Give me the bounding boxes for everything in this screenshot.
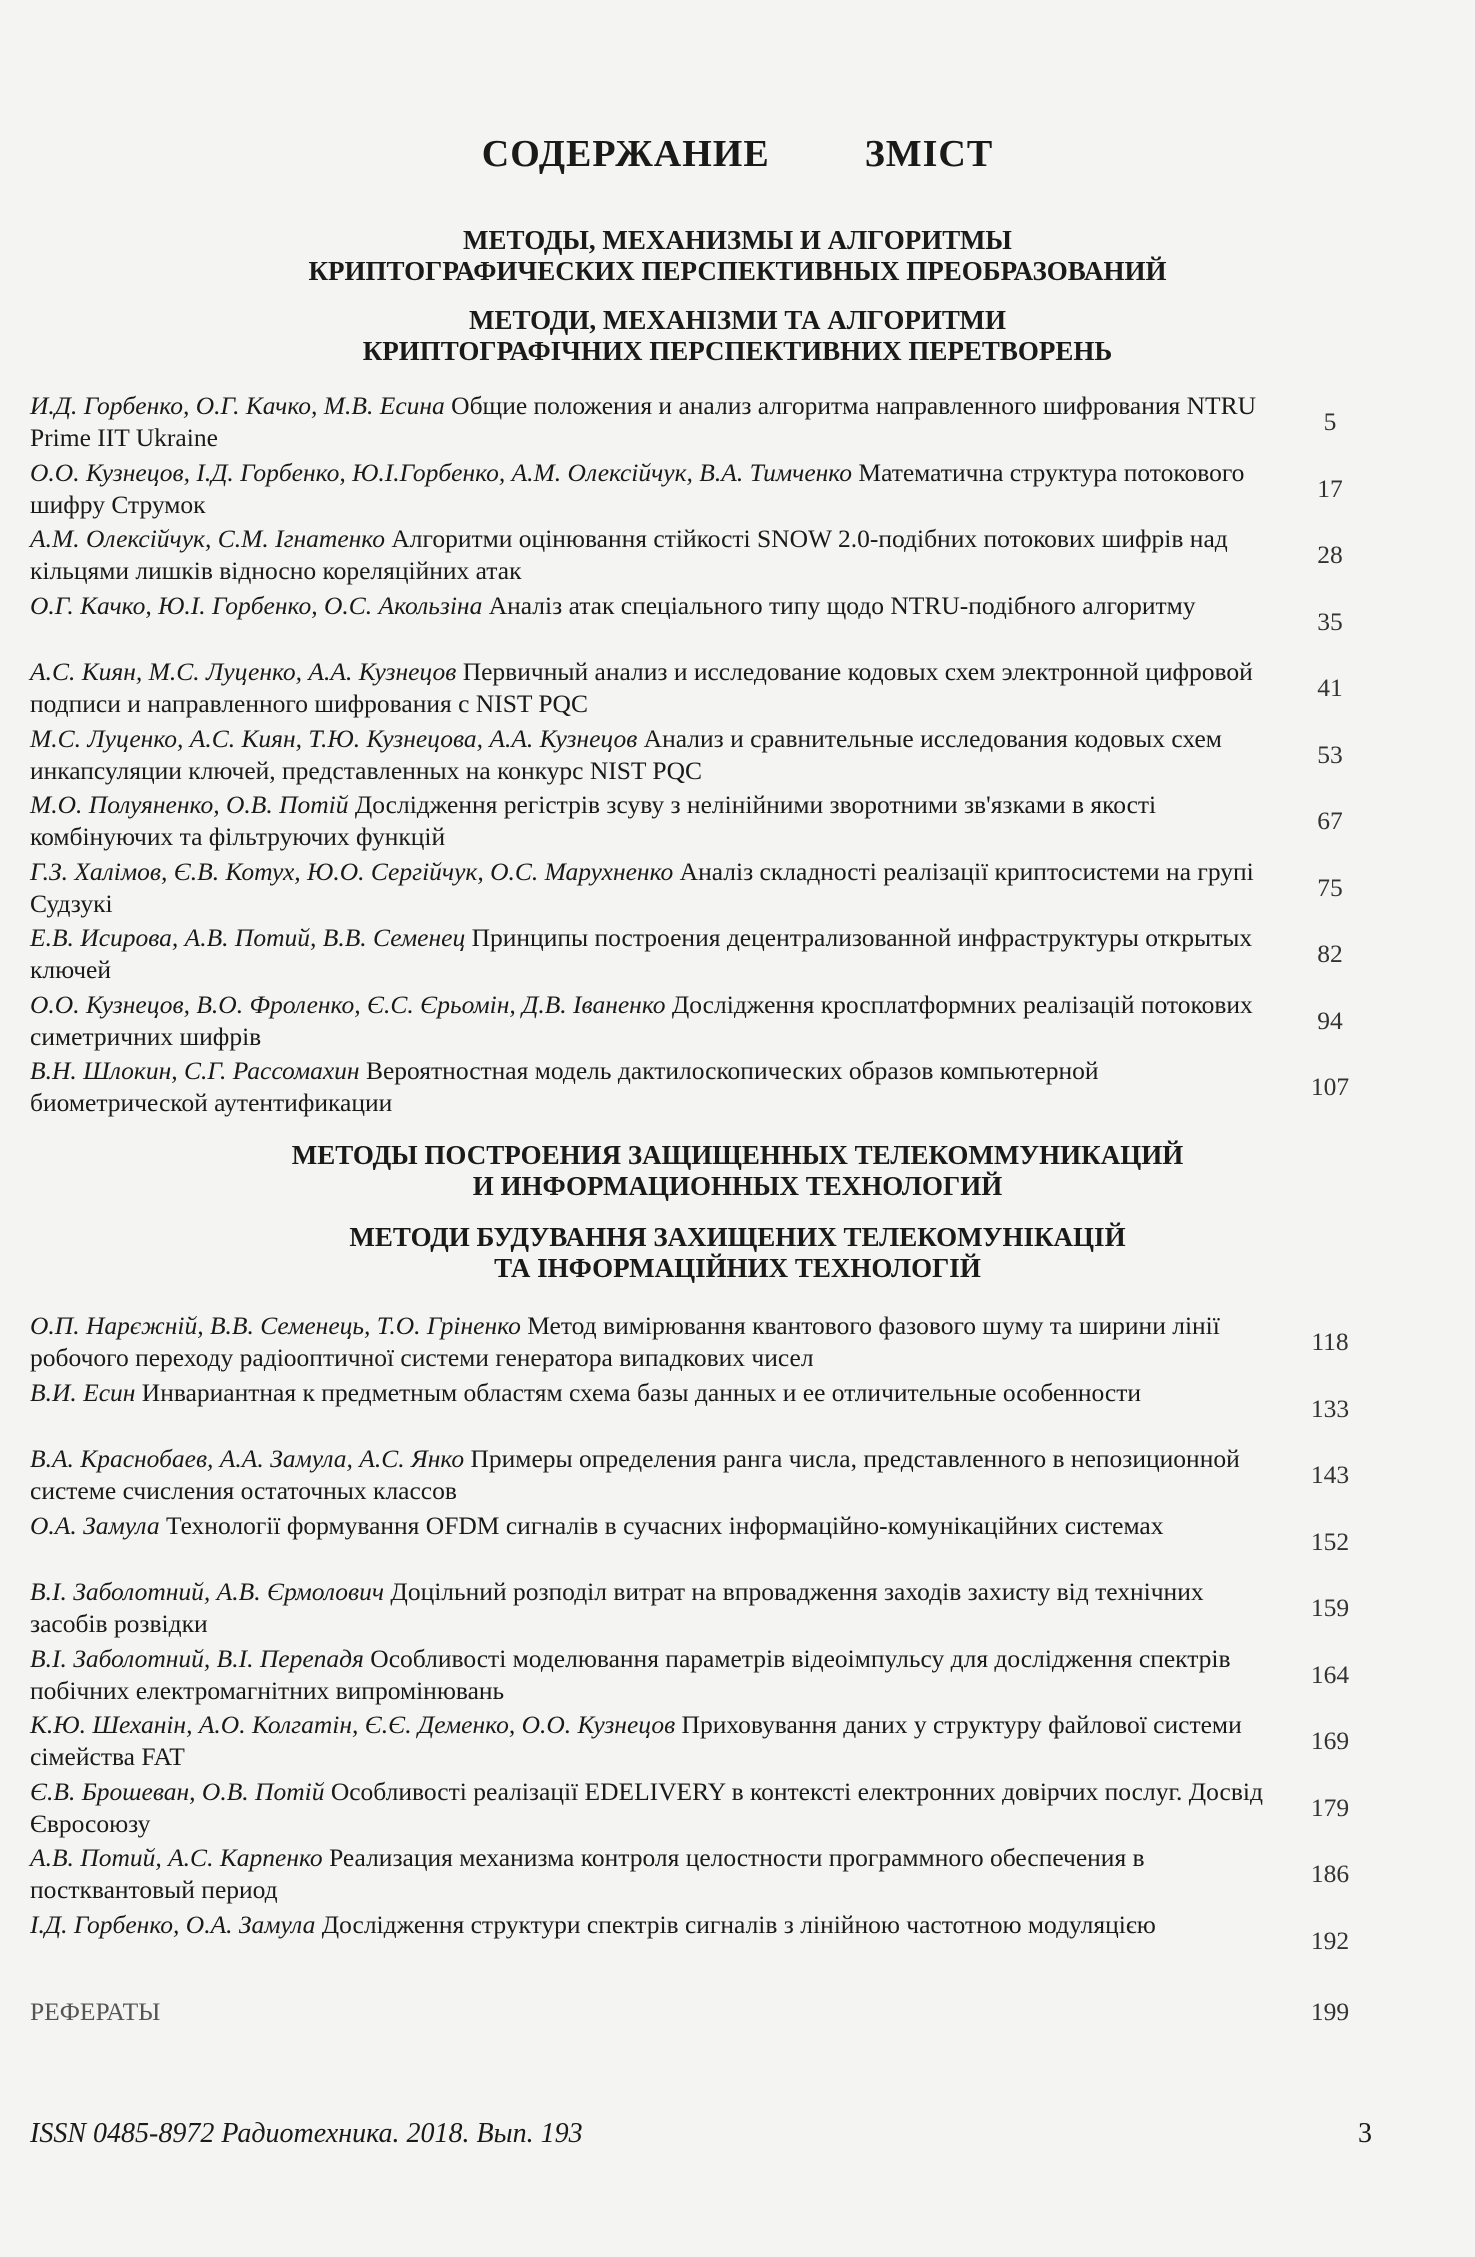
section-1-heading-ua [0, 305, 1475, 367]
entry-title: Анализ и сравнительные исследования кодовых схем инкапсуляции ключей, представленных на конкурс NIST PQC [30, 723, 1222, 785]
heading-line: МЕТОДИ БУДУВАННЯ ЗАХИЩЕНИХ ТЕЛЕКОМУНІКАЦІЙ [349, 1222, 1126, 1252]
entry-title: Первичный анализ и исследование кодовых схем электронной цифровой подписи и направленного шифрования с NIST PQC [30, 657, 1253, 718]
heading-line: И ИНФОРМАЦИОННЫХ ТЕХНОЛОГИЙ [472, 1171, 1003, 1201]
entry-title: Дослідження регістрів зсуву з нелінійними зворотними зв'язками в якості комбінуючих та фільтруючих функцій [30, 790, 1157, 851]
entry-authors: Е.В. Исирова, А.В. Потий, В.В. Семенец [30, 923, 466, 952]
toc-entry[interactable] [30, 856, 1360, 923]
entry-authors: М.О. Полуяненко, О.В. Потій [30, 790, 349, 819]
entry-page: 35 [1317, 606, 1343, 636]
toc-entry[interactable] [30, 1310, 1360, 1377]
toc-entry[interactable] [30, 656, 1360, 723]
toc-entry[interactable] [30, 590, 1360, 657]
entry-page: 118 [1311, 1327, 1349, 1356]
toc-entry[interactable] [30, 457, 1360, 524]
entry-title: Математична структура потокового шифру Струмок [30, 457, 1245, 519]
entry-authors: Г.З. Халімов, Є.В. Котух, Ю.О. Сергійчук, О.С. Марухненко [30, 856, 674, 886]
toc-entry[interactable] [30, 1377, 1360, 1444]
entry-title: Метод вимірювання квантового фазового шуму та ширини лінії робочого переходу радіооптичної системи генератора випадкових чисел [30, 1311, 1220, 1372]
entry-authors: Є.В. Брошеван, О.В. Потій [30, 1776, 325, 1806]
title-ru: СОДЕРЖАНИЕ [481, 133, 770, 175]
entry-page: 75 [1317, 872, 1343, 902]
entry-page: 17 [1317, 473, 1343, 503]
entry-authors: К.Ю. Шеханін, А.О. Колгатін, Є.Є. Деменко, О.О. Кузнецов [30, 1710, 676, 1739]
toc-entry[interactable] [30, 723, 1360, 790]
section-2-heading-ru [0, 1140, 1475, 1202]
entry-title: Алгоритми оцінювання стійкості SNOW 2.0-подібних потокових шифрів над кільцями лишків відносно кореляційних атак [30, 524, 1228, 585]
heading-line: ТА ІНФОРМАЦІЙНИХ ТЕХНОЛОГІЙ [494, 1253, 981, 1283]
section-1-heading-ru [0, 225, 1475, 287]
entry-authors: А.С. Киян, М.С. Луценко, А.А. Кузнецов [30, 657, 457, 686]
toc-entry[interactable] [30, 1443, 1360, 1510]
entry-page: 192 [1310, 1925, 1350, 1955]
entry-page: 5 [1323, 407, 1337, 436]
entry-authors: А.М. Олексійчук, С.М. Ігнатенко [30, 524, 386, 553]
entry-authors: М.С. Луценко, А.С. Киян, Т.Ю. Кузнецова, А.А. Кузнецов [30, 723, 638, 753]
toc-entry[interactable] [30, 1709, 1360, 1776]
toc-entry[interactable] [30, 789, 1360, 856]
heading-line: КРИПТОГРАФІЧНИХ ПЕРСПЕКТИВНИХ ПЕРЕТВОРЕНЬ [362, 336, 1113, 366]
entry-authors: И.Д. Горбенко, О.Г. Качко, М.В. Есина [30, 391, 445, 420]
entry-title: Приховування даних у структуру файлової системи сімейства FAT [30, 1710, 1242, 1771]
footer-journal: ISSN 0485-8972 Радиотехника. 2018. Вып. 193 [30, 2118, 583, 2149]
entry-page: 28 [1317, 540, 1343, 569]
entry-authors: В.А. Краснобаев, А.А. Замула, А.С. Янко [30, 1444, 465, 1473]
entry-page: 41 [1317, 673, 1343, 702]
entry-page: 107 [1310, 1072, 1350, 1101]
entry-authors: В.Н. Шлокин, С.Г. Рассомахин [30, 1056, 360, 1085]
toc-entry[interactable] [30, 989, 1360, 1056]
entry-authors: О.О. Кузнецов, В.О. Фроленко, Є.С. Єрьомін, Д.В. Іваненко [30, 989, 666, 1019]
entry-page: 82 [1317, 939, 1343, 968]
entry-authors: В.І. Заболотний, А.В. Єрмолович [30, 1577, 385, 1606]
toc-entry[interactable] [30, 1776, 1360, 1843]
entry-page: 94 [1317, 1005, 1343, 1035]
heading-line: МЕТОДЫ, МЕХАНИЗМЫ И АЛГОРИТМЫ [463, 225, 1012, 255]
entry-title: Инвариантная к предметным областям схема базы данных и ее отличительные особенности [141, 1377, 1142, 1407]
entry-title: Аналіз атак спеціального типу щодо NTRU-подібного алгоритму [488, 590, 1196, 620]
entry-title: Особливості реалізації EDELIVERY в контексті електронних довірчих послуг. Досвід Євросоюзу [30, 1776, 1263, 1838]
entry-authors: О.Г. Качко, Ю.І. Горбенко, О.С. Акользіна [30, 590, 483, 620]
entry-page: 179 [1310, 1792, 1350, 1822]
toc-entry[interactable] [30, 1055, 1360, 1122]
footer-page-number: 3 [1358, 2118, 1372, 2149]
page-title [0, 132, 1475, 176]
entry-title: Дослідження структури спектрів сигналів з лінійною частотною модуляцією [321, 1909, 1156, 1939]
entry-page: 133 [1310, 1393, 1350, 1423]
entry-title: Общие положения и анализ алгоритма направленного шифрования NTRU Prime IIT Ukraine [30, 391, 1257, 452]
entry-authors: О.О. Кузнецов, І.Д. Горбенко, Ю.І.Горбенко, А.М. Олексійчук, В.А. Тимченко [30, 457, 853, 487]
entry-authors: В.І. Заболотний, В.І. Перепадя [30, 1643, 364, 1673]
toc-entry-referaty[interactable] [30, 1997, 1360, 2027]
entry-title: Аналіз складності реалізації криптосистеми на групі Судзукі [30, 856, 1254, 918]
entry-page: 164 [1310, 1659, 1350, 1689]
entry-title: Примеры определения ранга числа, представленного в непозиционной системе счисления остаточных классов [30, 1444, 1240, 1505]
entry-page: 169 [1310, 1726, 1350, 1755]
entry-page: 199 [1310, 1997, 1350, 2026]
toc-entry[interactable] [30, 922, 1360, 989]
heading-line: КРИПТОГРАФИЧЕСКИХ ПЕРСПЕКТИВНЫХ ПРЕОБРАЗОВАНИЙ [308, 256, 1167, 286]
entry-page: 53 [1317, 739, 1343, 769]
entry-page: 143 [1310, 1460, 1350, 1489]
section-2-entries [30, 1310, 1360, 1975]
title-ua: ЗМІСТ [864, 133, 994, 175]
toc-entry[interactable] [30, 1510, 1360, 1577]
toc-entry[interactable] [30, 523, 1360, 590]
entry-title: Доцільний розподіл витрат на впровадження заходів захисту від технічних засобів розвідки [30, 1577, 1204, 1638]
toc-entry[interactable] [30, 1909, 1360, 1976]
heading-line: МЕТОДИ, МЕХАНІЗМИ ТА АЛГОРИТМИ [468, 305, 1007, 335]
entry-page: 152 [1310, 1526, 1350, 1556]
referaty-label: РЕФЕРАТЫ [30, 1997, 161, 2026]
entry-authors: О.А. Замула [30, 1510, 160, 1540]
entry-title: Реализация механизма контроля целостности программного обеспечения в постквантовый период [30, 1843, 1145, 1904]
entry-title: Вероятностная модель дактилоскопических образов компьютерной биометрической аутентификации [30, 1056, 1099, 1117]
section-1-entries [30, 390, 1360, 1122]
entry-page: 67 [1317, 806, 1343, 835]
toc-entry[interactable] [30, 1576, 1360, 1643]
entry-title: Дослідження кросплатформних реалізацій потокових симетричних шифрів [30, 989, 1253, 1051]
entry-page: 186 [1310, 1859, 1350, 1888]
toc-entry[interactable] [30, 390, 1360, 457]
entry-authors: О.П. Нарєжній, В.В. Семенець, Т.О. Гріненко [30, 1311, 521, 1340]
toc-entry[interactable] [30, 1643, 1360, 1710]
entry-page: 159 [1310, 1593, 1350, 1622]
entry-authors: В.И. Есин [30, 1377, 136, 1407]
entry-title: Принципы построения децентрализованной инфраструктуры открытых ключей [30, 923, 1253, 984]
heading-line: МЕТОДЫ ПОСТРОЕНИЯ ЗАЩИЩЕННЫХ ТЕЛЕКОММУНИКАЦИЙ [291, 1140, 1184, 1170]
toc-entry[interactable] [30, 1842, 1360, 1909]
entry-authors: А.В. Потий, А.С. Карпенко [30, 1843, 323, 1872]
entry-title: Особливості моделювання параметрів відеоімпульсу для дослідження спектрів побічних електромагнітних випромінювань [30, 1643, 1231, 1705]
entry-title: Технології формування OFDM сигналів в сучасних інформаційно-комунікаційних системах [165, 1510, 1164, 1540]
entry-authors: І.Д. Горбенко, О.А. Замула [30, 1909, 316, 1939]
section-2-heading-ua [0, 1222, 1475, 1284]
